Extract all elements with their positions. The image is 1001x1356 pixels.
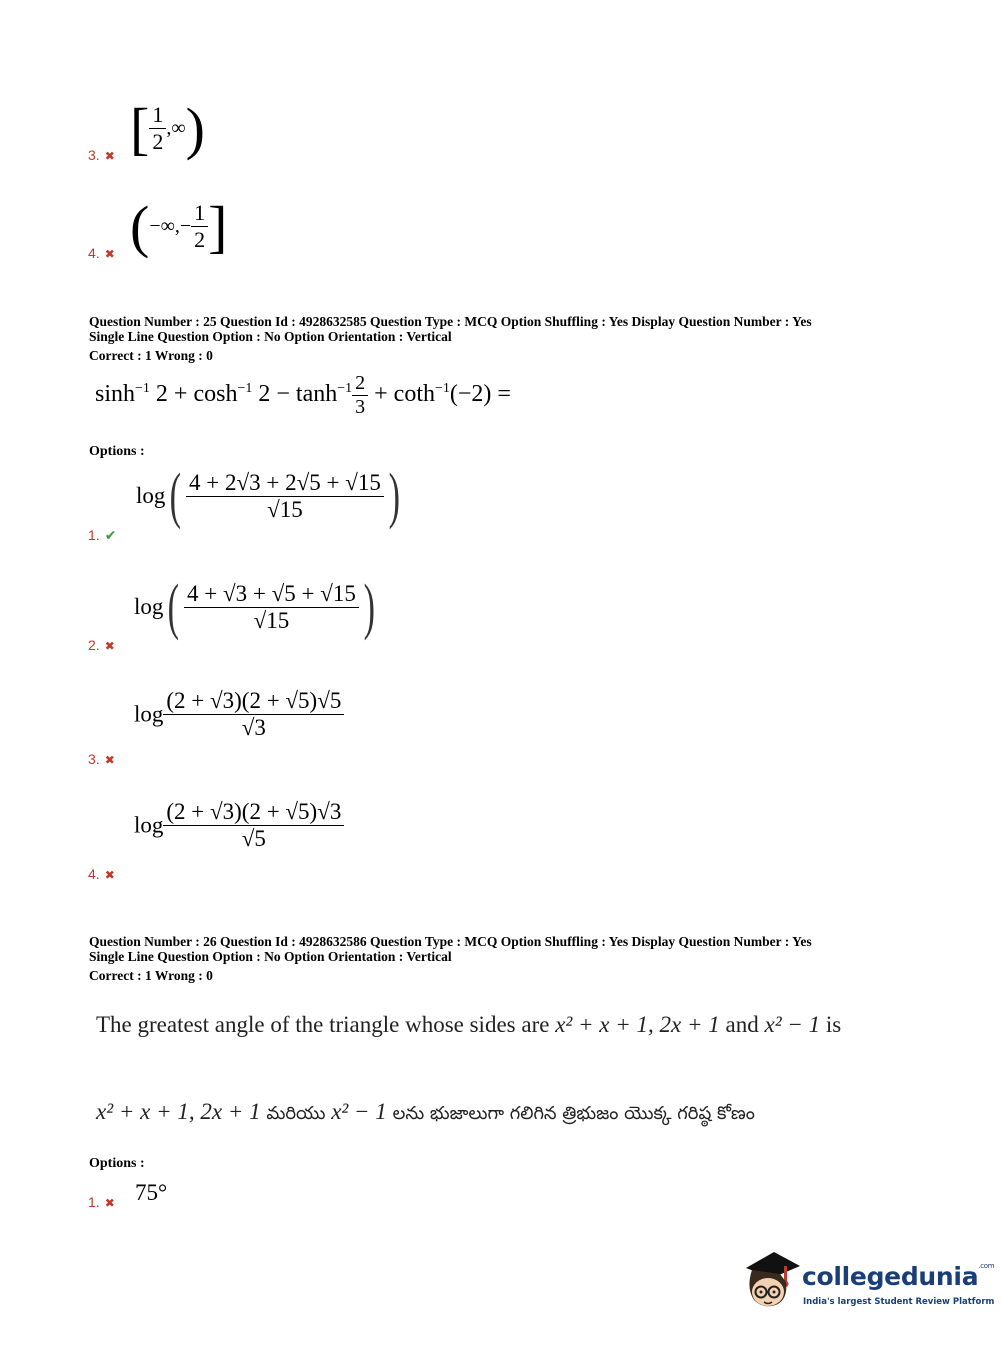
log-label: log (134, 701, 164, 727)
fraction-numerator: 4 + √3 + √5 + √15 (187, 580, 356, 606)
log-label: log (134, 594, 164, 619)
wrong-icon: ✖ (104, 868, 115, 882)
q26-question-math2: x² − 1 (764, 1012, 821, 1037)
collegedunia-logo (740, 1248, 995, 1318)
fraction-numerator: (2 + √3)(2 + √5)√5 (166, 688, 342, 713)
wrong-icon: ✖ (104, 1196, 115, 1210)
q26-meta (89, 934, 812, 983)
fraction-denominator: √3 (163, 714, 344, 741)
wrong-icon: ✖ (104, 753, 115, 767)
q25-option-3 (88, 688, 488, 773)
q25-sup: −1 (135, 381, 150, 397)
q26-telugu-word: మరియు (266, 1103, 326, 1124)
q25-term-end: (−2) = (449, 381, 511, 408)
open-bracket: [ (130, 96, 150, 161)
logo-tagline: India's largest Student Review Platform (803, 1297, 995, 1307)
right-paren: ) (363, 573, 375, 641)
q25-term-coth: + coth (374, 381, 435, 408)
option-number: 1. (88, 527, 100, 543)
option-number: 3. (88, 751, 100, 767)
logo-suffix: .com (978, 1262, 995, 1270)
q26-question-math: x² + x + 1, 2x + 1 (555, 1012, 720, 1037)
q26-question-telugu (96, 1099, 755, 1128)
wrong-icon: ✖ (104, 247, 115, 261)
q25-meta-line1: Question Number : 25 Question Id : 4928632585 Question Type : MCQ Option Shuffling : Yes Display Question Number : Yes (89, 314, 812, 329)
q26-telugu-rest: లను భుజాలుగా గలిగిన త్రిభుజం యొక్క గరిష్ఠ కోణం (392, 1103, 755, 1124)
q25-question (95, 372, 511, 419)
q25-sup: −1 (434, 381, 450, 397)
q26-question-text: The greatest angle of the triangle whose sides are (96, 1012, 550, 1037)
option-number: 2. (88, 637, 100, 653)
q25-sup: −1 (237, 381, 253, 397)
mascot-icon (740, 1248, 802, 1312)
option-number: 3. (88, 147, 100, 163)
fraction-denominator: 2 (191, 226, 208, 253)
logo-name (802, 1262, 994, 1291)
fraction-denominator: √15 (186, 496, 384, 523)
q26-score: Correct : 1 Wrong : 0 (89, 968, 213, 983)
logo-name-text: collegedunia (802, 1262, 979, 1291)
q26-question-and: and (725, 1012, 759, 1037)
q25-options-label: Options : (89, 444, 145, 459)
right-paren: ) (388, 462, 400, 530)
q25-term-sinh: sinh (95, 381, 136, 408)
q25-meta (89, 314, 812, 363)
interval-rest: ,∞ (166, 117, 186, 140)
close-bracket: ] (208, 194, 228, 259)
wrong-icon: ✖ (104, 149, 115, 163)
left-paren: ( (170, 462, 182, 530)
option-number: 4. (88, 245, 100, 261)
fraction-numerator: (2 + √3)(2 + √5)√3 (166, 799, 342, 824)
open-paren: ( (130, 194, 150, 259)
fraction-numerator: 1 (152, 102, 164, 127)
fraction-numerator: 1 (194, 200, 206, 225)
q25-sup: −1 (337, 381, 353, 397)
log-label: log (136, 483, 166, 508)
wrong-icon: ✖ (104, 639, 115, 653)
q26-meta-line2: Single Line Question Option : No Option Orientation : Vertical (89, 949, 452, 964)
option-number: 4. (88, 866, 100, 882)
option-number: 1. (88, 1194, 100, 1210)
q26-question-is: is (825, 1012, 842, 1037)
option-value: 75° (135, 1180, 168, 1205)
q26-telugu-math2: x² − 1 (331, 1099, 387, 1124)
q25-option-1 (88, 462, 488, 550)
log-label: log (134, 812, 164, 838)
q25-term-cosh: 2 + cosh (155, 381, 238, 408)
fraction-denominator: 2 (149, 128, 166, 155)
correct-check-icon: ✔ (104, 528, 117, 544)
q25-score: Correct : 1 Wrong : 0 (89, 348, 213, 363)
q26-question-english (96, 1012, 841, 1038)
close-bracket: ) (185, 96, 205, 161)
q25-option-2 (88, 573, 488, 661)
interval-pre: −∞,− (149, 215, 192, 238)
q25-term-tanh: 2 − tanh (258, 381, 338, 408)
q26-meta-line1: Question Number : 26 Question Id : 4928632586 Question Type : MCQ Option Shuffling : Yes Display Question Number : Yes (89, 934, 812, 949)
left-paren: ( (168, 573, 180, 641)
fraction-denominator: 3 (352, 395, 368, 419)
q26-telugu-math: x² + x + 1, 2x + 1 (96, 1099, 261, 1124)
q25-meta-line2: Single Line Question Option : No Option Orientation : Vertical (89, 329, 452, 344)
fraction-denominator: √15 (184, 607, 359, 634)
fraction-numerator: 4 + 2√3 + 2√5 + √15 (189, 469, 381, 495)
fraction-denominator: √5 (163, 825, 344, 852)
q26-options-label: Options : (89, 1156, 145, 1171)
q25-option-4 (88, 799, 488, 884)
fraction-numerator: 2 (355, 372, 366, 394)
